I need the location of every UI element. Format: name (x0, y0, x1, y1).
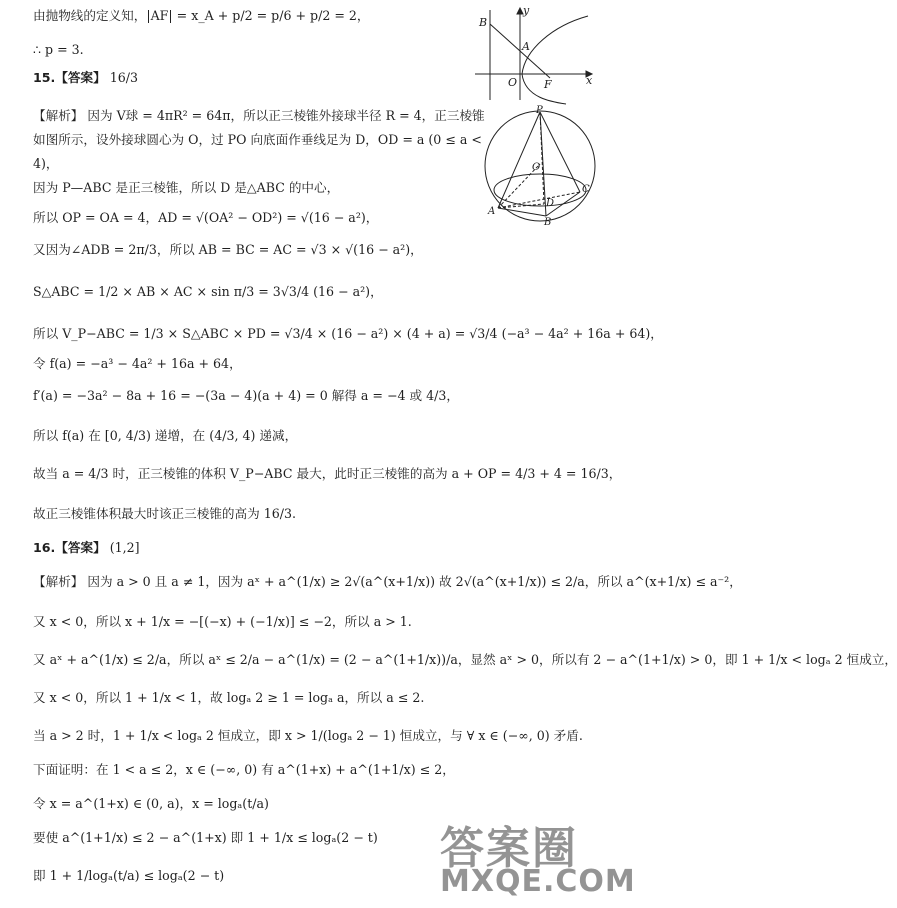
answer-label: 15.【答案】 (33, 70, 106, 85)
text-line: 由抛物线的定义知，|AF| = x_A + p/2 = p/6 + p/2 = 2， (33, 8, 370, 23)
text-line: 又因为∠ADB = 2π/3，所以 AB = BC = AC = √3 × √(16 − a²)， (33, 242, 423, 257)
answer-label: 16.【答案】 (33, 540, 106, 555)
base-ellipse (494, 174, 586, 206)
text-line: 令 x = a^(1+x) ∈ (0, a)，x = logₐ(t/a) (33, 796, 269, 811)
label-y: y (523, 4, 530, 17)
text-line: f′(a) = −3a² − 8a + 16 = −(3a − 4)(a + 4) = 0 解得 a = −4 或 4/3， (33, 388, 459, 403)
watermark-top: 答案圈 (440, 823, 578, 874)
label-f: F (544, 78, 552, 91)
text-line: 又 x < 0，所以 1 + 1/x < 1，故 logₐ 2 ≥ 1 = logₐ a，所以 a ≤ 2. (33, 690, 425, 705)
text-line: 【解析】 因为 a > 0 且 a ≠ 1，因为 aˣ + a^(1/x) ≥ 2√(a^(x+1/x)) 故 2√(a^(x+1/x)) ≤ 2/a，所以 a^(x+1/x) ≤ a⁻²， (33, 574, 742, 589)
text-line: S△ABC = 1/2 × AB × AC × sin π/3 = 3√3/4 (16 − a²)， (33, 284, 383, 299)
text-line: 所以 V_P−ABC = 1/3 × S△ABC × PD = √3/4 × (16 − a²) × (4 + a) = √3/4 (−a³ − 4a² + 16a + 64)， (33, 326, 663, 341)
text-line: 如图所示，设外接球圆心为 O，过 PO 向底面作垂线足为 D，OD = a (0 ≤ a < (33, 132, 482, 147)
label-a: A (488, 206, 496, 217)
watermark-bottom: MXQE.COM (440, 864, 636, 899)
parabola-figure (470, 2, 600, 102)
label-d: D (546, 198, 555, 209)
text-line: 所以 OP = OA = 4，AD = √(OA² − OD²) = √(16 − a²)， (33, 210, 379, 225)
text-line: 因为 P—ABC 是正三棱锥，所以 D 是△ABC 的中心， (33, 180, 340, 195)
text-line: 又 aˣ + a^(1/x) ≤ 2/a，所以 aˣ ≤ 2/a − a^(1/x) = (2 − a^(1+1/x))/a，显然 aˣ > 0，所以有 2 − a^(1+1/x) > 0，即 1 + 1/x < logₐ 2 恒成立， (33, 652, 897, 667)
text-line: 令 f(a) = −a³ − 4a² + 16a + 64， (33, 356, 242, 371)
watermark (440, 812, 636, 902)
text-line: 下面证明：在 1 < a ≤ 2，x ∈ (−∞, 0) 有 a^(1+x) + a^(1+1/x) ≤ 2， (33, 762, 455, 777)
answer-value: 16/3 (109, 70, 138, 85)
label-p: P (536, 105, 543, 116)
edge-ab (498, 208, 546, 216)
label-o: O (532, 162, 541, 173)
label-x: x (586, 74, 593, 87)
text-line: 当 a > 2 时，1 + 1/x < logₐ 2 恒成立，即 x > 1/(logₐ 2 − 1) 恒成立，与 ∀ x ∈ (−∞, 0) 矛盾. (33, 728, 583, 743)
text-line: 要使 a^(1+1/x) ≤ 2 − a^(1+x) 即 1 + 1/x ≤ logₐ(2 − t) (33, 830, 378, 845)
edge-pc (540, 112, 580, 192)
label-o: O (508, 76, 518, 89)
edge-pa (498, 112, 540, 208)
label-c: C (582, 184, 590, 195)
text-line: 4)， (33, 156, 59, 171)
text-line: 即 1 + 1/logₐ(t/a) ≤ logₐ(2 − t) (33, 868, 225, 883)
label-b: B (479, 16, 488, 29)
answer-value: (1,2] (109, 540, 140, 555)
answer-15 (33, 70, 138, 86)
text-line: 【解析】 因为 V球 = 4πR² = 64π，所以正三棱锥外接球半径 R = 4，正三棱锥 (33, 108, 485, 123)
sphere-pyramid-figure (482, 105, 600, 228)
text-line: 故正三棱锥体积最大时该正三棱锥的高为 16/3. (33, 506, 296, 521)
text-line: 又 x < 0，所以 x + 1/x = −[(−x) + (−1/x)] ≤ −2，所以 a > 1. (33, 614, 412, 629)
text-line: 所以 f(a) 在 [0, 4/3) 递增，在 (4/3, 4) 递减， (33, 428, 298, 443)
label-b: B (544, 217, 552, 228)
parabola-curve (522, 16, 588, 104)
text-line: 故当 a = 4/3 时，正三棱锥的体积 V_P−ABC 最大，此时正三棱锥的高为 a + OP = 4/3 + 4 = 16/3， (33, 466, 622, 481)
text-line: ∴ p = 3. (33, 42, 84, 57)
label-a: A (522, 40, 530, 53)
answer-16 (33, 540, 140, 556)
